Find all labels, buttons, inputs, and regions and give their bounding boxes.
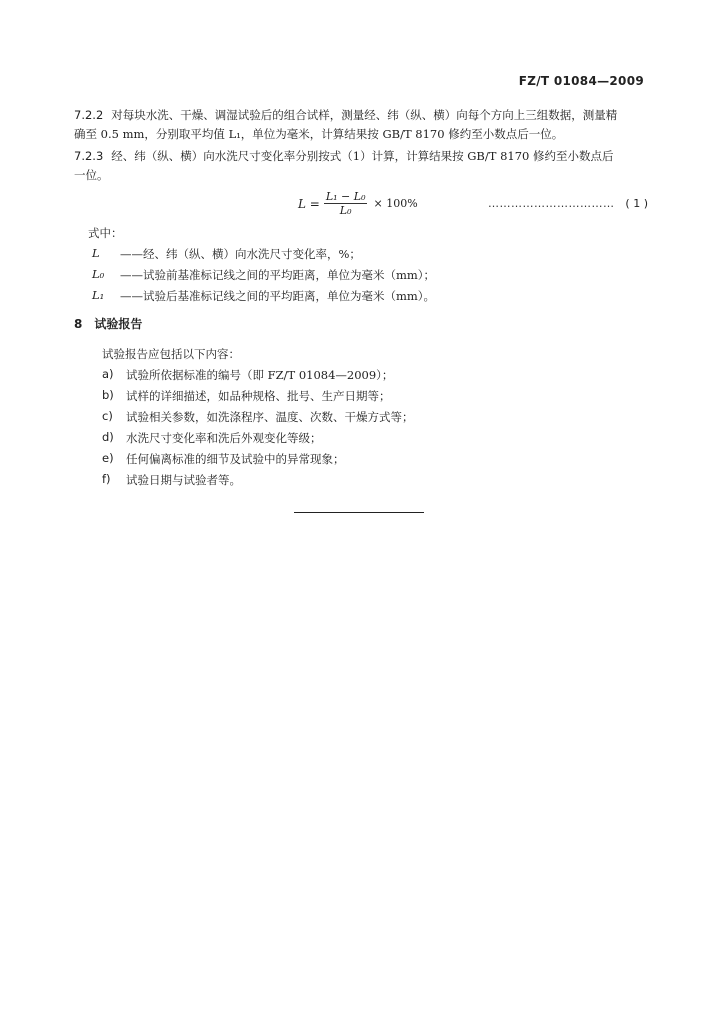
clause-text-line1: 经、纬（纵、横）向水洗尺寸变化率分别按式（1）计算，计算结果按 GB/T 8170 修约至小数点后 bbox=[111, 149, 614, 163]
equation-number: ( 1 ) bbox=[625, 197, 648, 210]
list-item-text: 任何偏离标准的细节及试验中的异常现象； bbox=[126, 452, 345, 466]
formula-tail: × 100% bbox=[373, 197, 418, 210]
list-item-label: b) bbox=[102, 388, 114, 402]
definition-text: ——经、纬（纵、横）向水洗尺寸变化率，%； bbox=[120, 247, 361, 261]
definition-text: ——试验后基准标记线之间的平均距离，单位为毫米（mm）。 bbox=[120, 289, 436, 303]
list-item-text: 试验相关参数，如洗涤程序、温度、次数、干燥方式等； bbox=[126, 410, 414, 424]
definition-row bbox=[92, 267, 435, 283]
formula-numerator: L₁ − L₀ bbox=[325, 190, 366, 203]
definition-symbol: L bbox=[92, 246, 100, 260]
list-item bbox=[102, 451, 345, 467]
section-title: 试验报告 bbox=[94, 317, 143, 331]
list-item bbox=[102, 367, 393, 383]
formula-denominator: L₀ bbox=[339, 204, 352, 217]
clause-number: 7.2.2 bbox=[74, 108, 104, 122]
end-of-document-rule bbox=[294, 512, 424, 513]
list-item-label: e) bbox=[102, 451, 114, 465]
clause-text-line2: 一位。 bbox=[74, 168, 109, 182]
definition-text: ——试验前基准标记线之间的平均距离，单位为毫米（mm）； bbox=[120, 268, 436, 282]
clause-number: 7.2.3 bbox=[74, 149, 104, 163]
leader-dots: …………………………… bbox=[488, 197, 615, 210]
list-item bbox=[102, 388, 391, 404]
where-label: 式中： bbox=[88, 226, 123, 240]
list-item bbox=[102, 430, 322, 446]
list-item-text: 试验所依据标准的编号（即 FZ/T 01084—2009）； bbox=[126, 368, 394, 382]
definition-symbol: L₁ bbox=[92, 288, 105, 302]
list-item-label: c) bbox=[102, 409, 113, 423]
list-item bbox=[102, 472, 241, 488]
definition-row bbox=[92, 288, 435, 304]
list-item-label: f) bbox=[102, 472, 111, 486]
section-8-heading bbox=[74, 315, 142, 332]
formula-lhs: L = bbox=[298, 196, 320, 211]
formula-1 bbox=[298, 190, 418, 217]
clause-text-line1: 对每块水洗、干燥、调湿试验后的组合试样，测量经、纬（纵、横）向每个方向上三组数据，测量精 bbox=[111, 108, 618, 122]
list-item-label: a) bbox=[102, 367, 114, 381]
list-item-label: d) bbox=[102, 430, 114, 444]
clause-text-line2: 确至 0.5 mm，分别取平均值 L₁，单位为毫米，计算结果按 GB/T 8170 修约至小数点后一位。 bbox=[74, 127, 564, 141]
definition-row bbox=[92, 246, 361, 262]
standard-code: FZ/T 01084—2009 bbox=[518, 74, 644, 88]
definition-symbol: L₀ bbox=[92, 267, 105, 281]
clause-7-2-3 bbox=[74, 147, 649, 185]
list-item bbox=[102, 409, 414, 425]
list-item-text: 试样的详细描述，如品种规格、批号、生产日期等； bbox=[126, 389, 391, 403]
report-intro: 试验报告应包括以下内容： bbox=[102, 347, 240, 361]
list-item-text: 试验日期与试验者等。 bbox=[126, 473, 241, 487]
list-item-text: 水洗尺寸变化率和洗后外观变化等级； bbox=[126, 431, 322, 445]
section-number: 8 bbox=[74, 317, 83, 331]
equation-number-row bbox=[488, 197, 648, 210]
formula-fraction bbox=[324, 190, 368, 217]
clause-7-2-2 bbox=[74, 106, 649, 144]
